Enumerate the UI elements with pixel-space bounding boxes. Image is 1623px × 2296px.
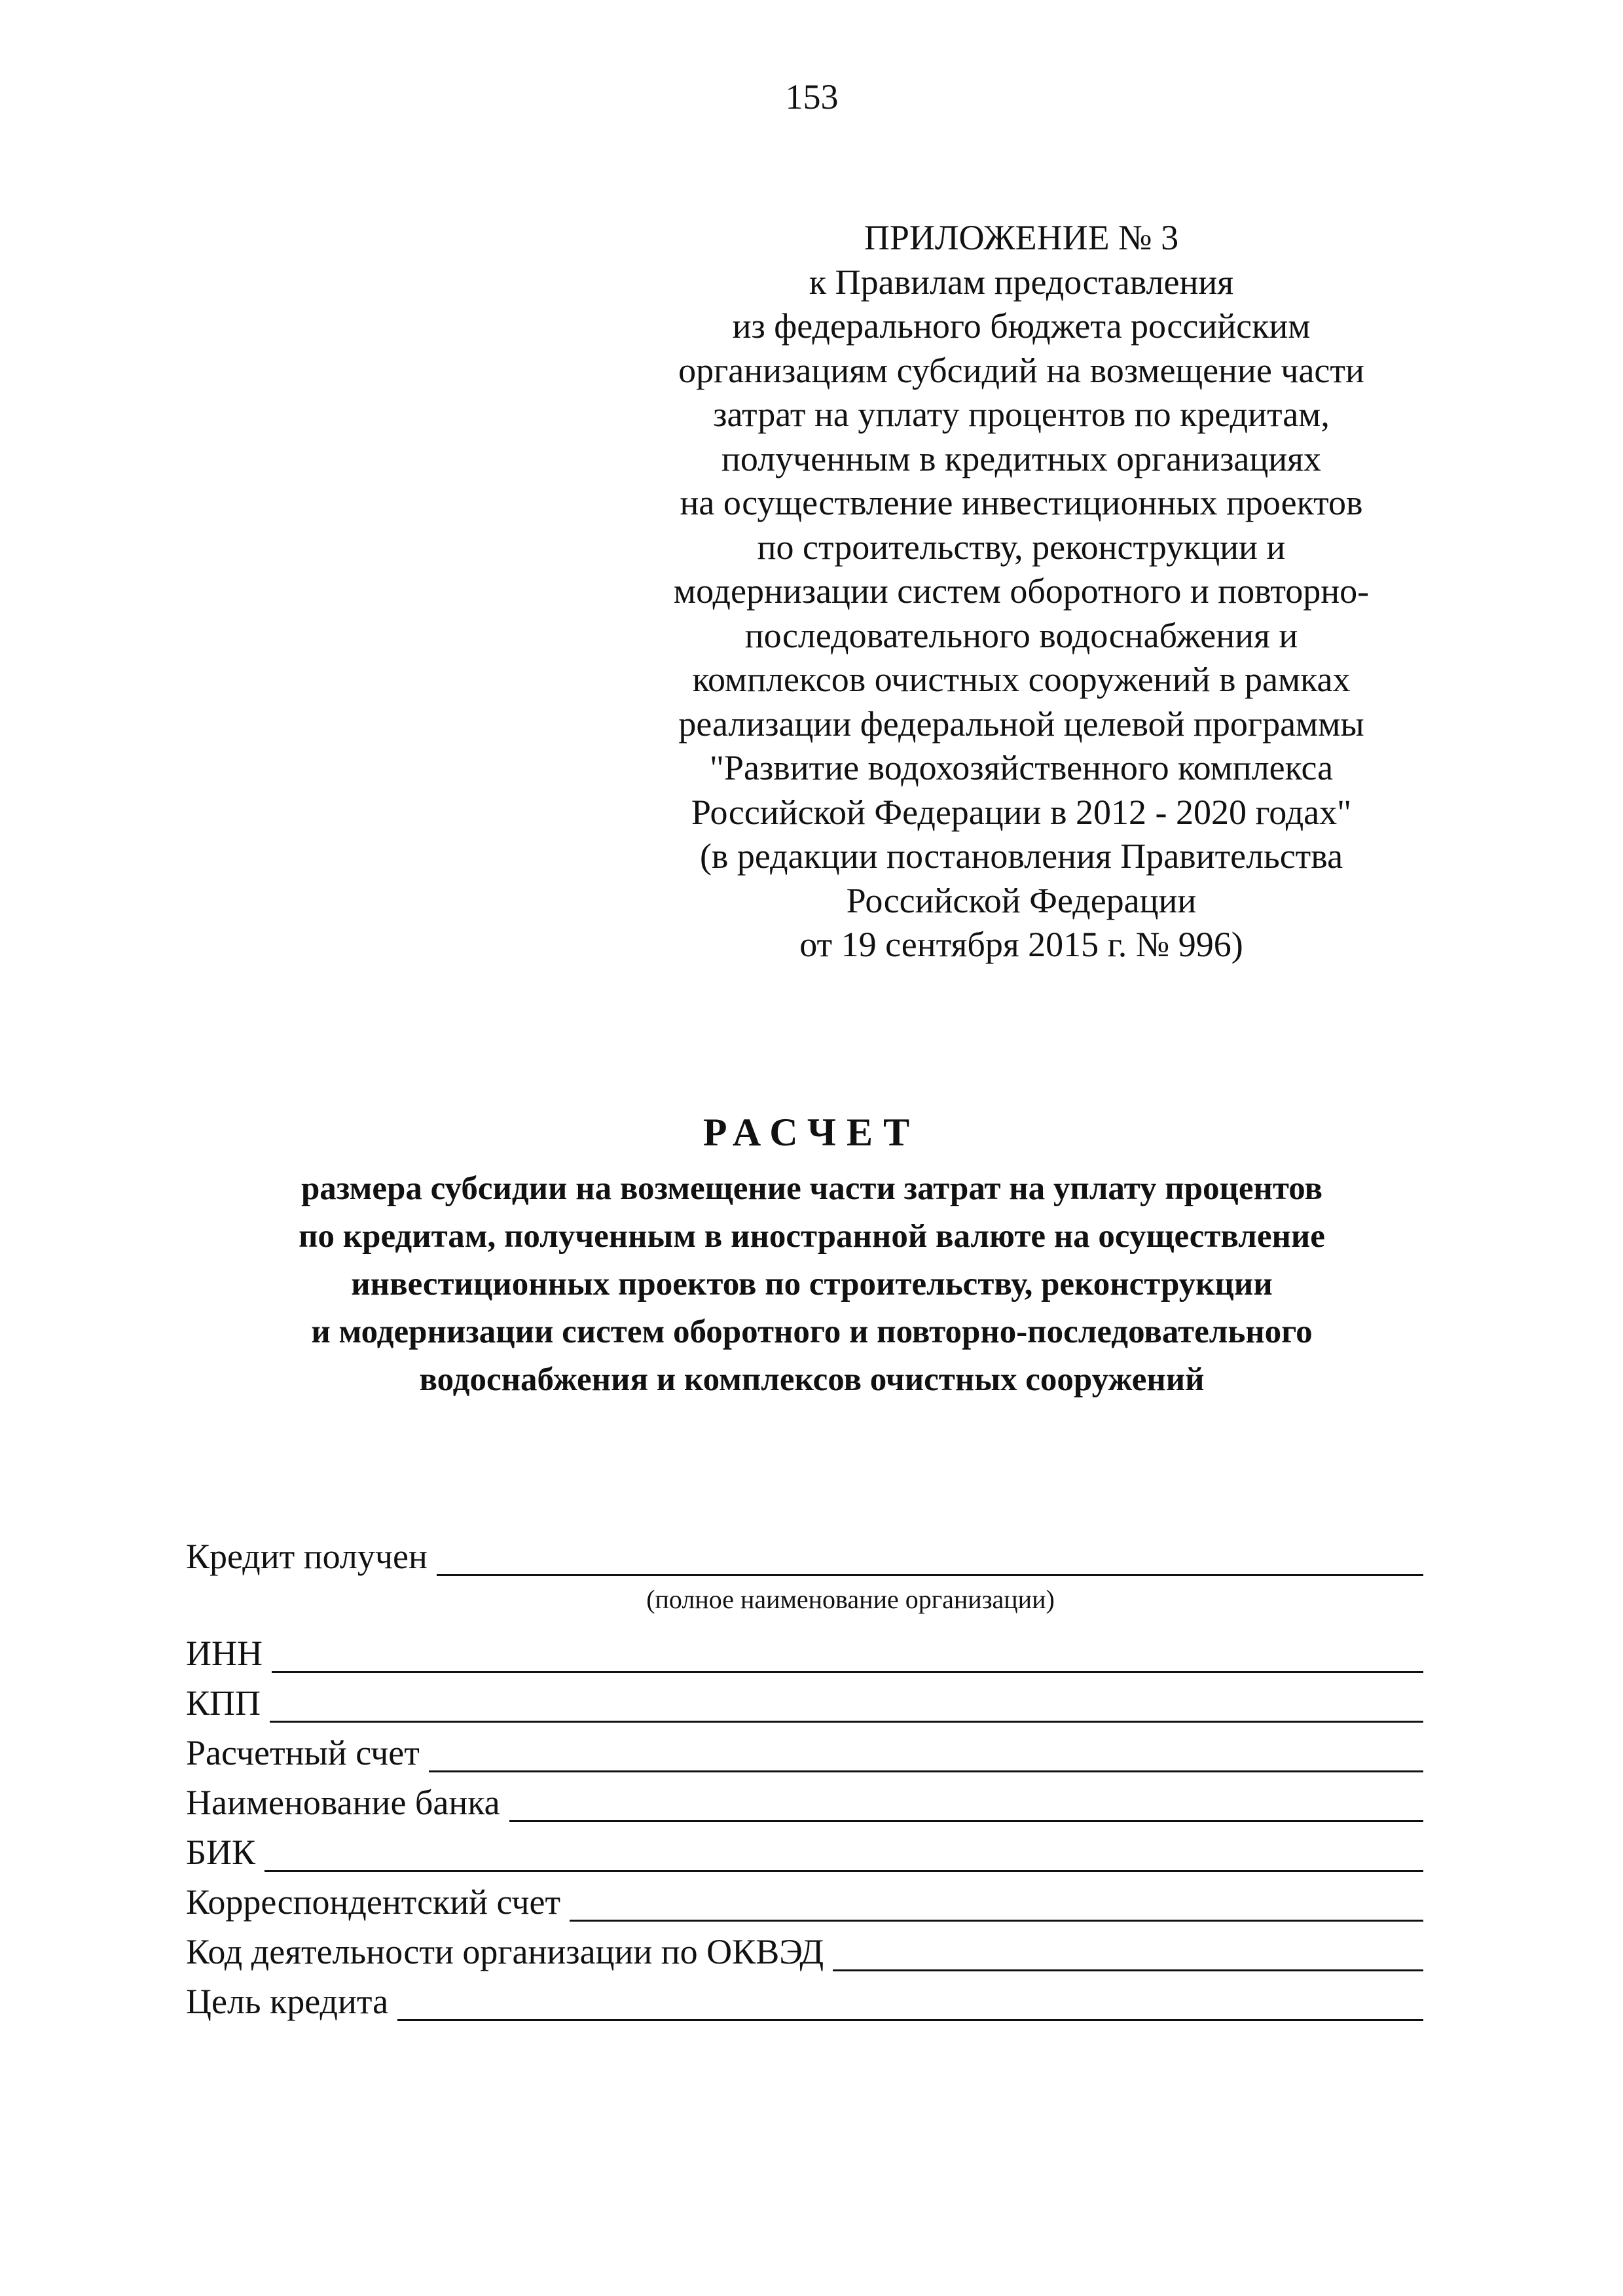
inn-label: ИНН (186, 1634, 263, 1673)
document-subtitle (157, 1165, 1467, 1404)
kpp-label: КПП (186, 1683, 261, 1723)
appendix-line: на осуществление инвестиционных проектов (680, 483, 1363, 522)
okved-row (186, 1922, 1423, 1971)
appendix-line: к Правилам предоставления (809, 262, 1234, 302)
appendix-line: (в редакции постановления Правительства (699, 836, 1343, 876)
credit-purpose-row (186, 1971, 1423, 2021)
subtitle-line: водоснабжения и комплексов очистных сооружений (419, 1361, 1205, 1398)
bank-name-row (186, 1772, 1423, 1822)
bik-row (186, 1822, 1423, 1872)
appendix-line: "Развитие водохозяйственного комплекса (709, 748, 1334, 787)
document-heading: РАСЧЕТ (702, 1111, 921, 1154)
appendix-line: организациям субсидий на возмещение части (678, 350, 1364, 390)
bank-name-field[interactable] (509, 1781, 1423, 1822)
appendix-line: реализации федеральной целевой программы (678, 704, 1364, 744)
correspondent-account-label: Корреспондентский счет (186, 1882, 561, 1922)
settlement-account-field[interactable] (429, 1731, 1423, 1772)
credit-purpose-field[interactable] (397, 1980, 1423, 2021)
bik-label: БИК (186, 1833, 256, 1872)
settlement-account-label: Расчетный счет (186, 1733, 420, 1772)
correspondent-account-field[interactable] (570, 1880, 1423, 1922)
appendix-line: из федерального бюджета российским (732, 306, 1311, 346)
credit-received-label: Кредит получен (186, 1537, 428, 1576)
page-number: 153 (785, 77, 839, 117)
appendix-line: по строительству, реконструкции и (757, 527, 1286, 567)
credit-received-hint: (полное наименование организации) (646, 1585, 1055, 1614)
appendix-block (642, 216, 1401, 967)
bik-field[interactable] (264, 1831, 1423, 1872)
correspondent-account-row (186, 1872, 1423, 1922)
appendix-title: ПРИЛОЖЕНИЕ № 3 (864, 218, 1179, 257)
kpp-row (186, 1673, 1423, 1723)
appendix-line: от 19 сентября 2015 г. № 996) (799, 925, 1243, 964)
appendix-line: затрат на уплату процентов по кредитам, (713, 395, 1330, 434)
okved-label: Код деятельности организации по ОКВЭД (186, 1932, 824, 1971)
settlement-account-row (186, 1723, 1423, 1772)
inn-field[interactable] (272, 1632, 1423, 1673)
subtitle-line: и модернизации систем оборотного и повторно-последовательного (311, 1314, 1313, 1350)
credit-received-field[interactable] (437, 1535, 1423, 1576)
inn-row (186, 1623, 1423, 1673)
credit-form (186, 1517, 1423, 2021)
appendix-line: последовательного водоснабжения и (744, 615, 1298, 655)
appendix-line: Российской Федерации (846, 880, 1197, 920)
okved-field[interactable] (833, 1930, 1423, 1971)
subtitle-line: размера субсидии на возмещение части затрат на уплату процентов (301, 1170, 1323, 1207)
bank-name-label: Наименование банка (186, 1783, 500, 1822)
credit-purpose-label: Цель кредита (186, 1982, 389, 2021)
subtitle-line: инвестиционных проектов по строительству, реконструкции (351, 1266, 1273, 1302)
appendix-line: модернизации систем оборотного и повторно- (673, 571, 1370, 611)
appendix-line: полученным в кредитных организациях (721, 439, 1321, 478)
appendix-line: комплексов очистных сооружений в рамках (692, 660, 1351, 699)
appendix-line: Российской Федерации в 2012 - 2020 годах" (691, 792, 1352, 832)
credit-received-row (186, 1517, 1423, 1576)
kpp-field[interactable] (270, 1681, 1423, 1723)
subtitle-line: по кредитам, полученным в иностранной валюте на осуществление (299, 1218, 1325, 1255)
